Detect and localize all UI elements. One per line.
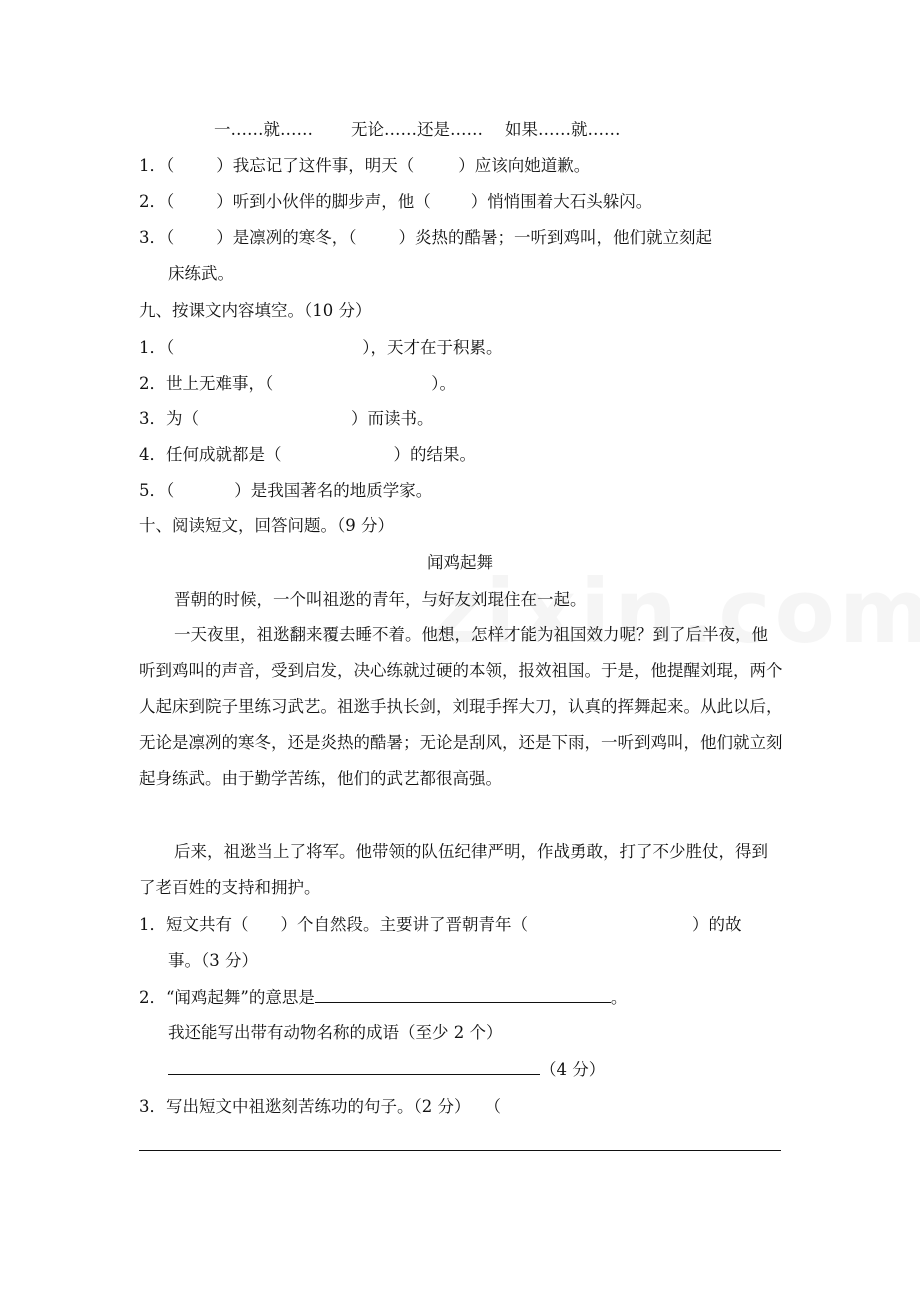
connector-question-2: 2．（ ）听到小伙伴的脚步声，他（ ）悄悄围着大石头躲闪。 <box>139 192 653 211</box>
section9-item-5: 5．（ ）是我国著名的地质学家。 <box>139 481 433 500</box>
answer-line[interactable] <box>315 986 611 1003</box>
passage-paragraph-2: 一天夜里，祖逖翻来覆去睡不着。他想，怎样才能为祖国效力呢？到了后半夜，他听到鸡叫的声音，受到启发，决心练就过硬的本领，报效祖国。于是，他提醒刘琨，两个人起床到院子里练习武艺。祖逖手执长剑，刘琨手挥大刀，认真的挥舞起来。从此以后，无论是凛冽的寒冬，还是炎热的酷暑；无论是刮风，还是下雨，一听到鸡叫，他们就立刻起身练武。由于勤学苦练，他们的武艺都很高强。 <box>139 625 783 788</box>
answer-line[interactable] <box>139 1150 781 1151</box>
question-3: 3．写出短文中祖逖刻苦练功的句子。（2 分） （ <box>139 1097 501 1116</box>
question-1-cont: 事。（3 分） <box>168 951 258 970</box>
connector-question-3-cont: 床练武。 <box>168 264 234 283</box>
question-2-idioms: 我还能写出带有动物名称的成语（至少 2 个） <box>168 1023 503 1042</box>
section9-item-1: 1．（ ），天才在于积累。 <box>139 338 503 357</box>
passage-title: 闻鸡起舞 <box>427 553 493 572</box>
passage-paragraph-3: 后来，祖逖当上了将军。他带领的队伍纪律严明，作战勇敢，打了不少胜仗，得到了老百姓的支持和拥护。 <box>139 842 768 897</box>
connector-options <box>214 119 621 141</box>
passage-paragraph-1: 晋朝的时候，一个叫祖逖的青年，与好友刘琨住在一起。 <box>174 590 587 609</box>
connector-question-1: 1．（ ）我忘记了这件事，明天（ ）应该向她道歉。 <box>139 156 591 175</box>
connector-1: 一……就…… <box>214 120 313 139</box>
section9-item-2: 2．世上无难事，（ ）。 <box>139 374 456 393</box>
section10-heading: 十、阅读短文，回答问题。（9 分） <box>139 516 394 535</box>
section9-heading: 九、按课文内容填空。（10 分） <box>139 301 372 320</box>
question-1: 1．短文共有（ ）个自然段。主要讲了晋朝青年（ ）的故 <box>139 915 742 934</box>
answer-line[interactable] <box>168 1058 540 1075</box>
connector-3: 如果……就…… <box>505 120 621 139</box>
connector-2: 无论……还是…… <box>351 120 483 139</box>
question-2-answer: （4 分） <box>168 1058 605 1081</box>
connector-question-3: 3．（ ）是凛冽的寒冬，（ ）炎热的酷暑；一听到鸡叫，他们就立刻起 <box>139 228 712 247</box>
section9-item-3: 3．为（ ）而读书。 <box>139 409 434 428</box>
section9-item-4: 4．任何成就都是（ ）的结果。 <box>139 445 476 464</box>
question-2: 2．“闻鸡起舞”的意思是 。 <box>139 988 628 1007</box>
